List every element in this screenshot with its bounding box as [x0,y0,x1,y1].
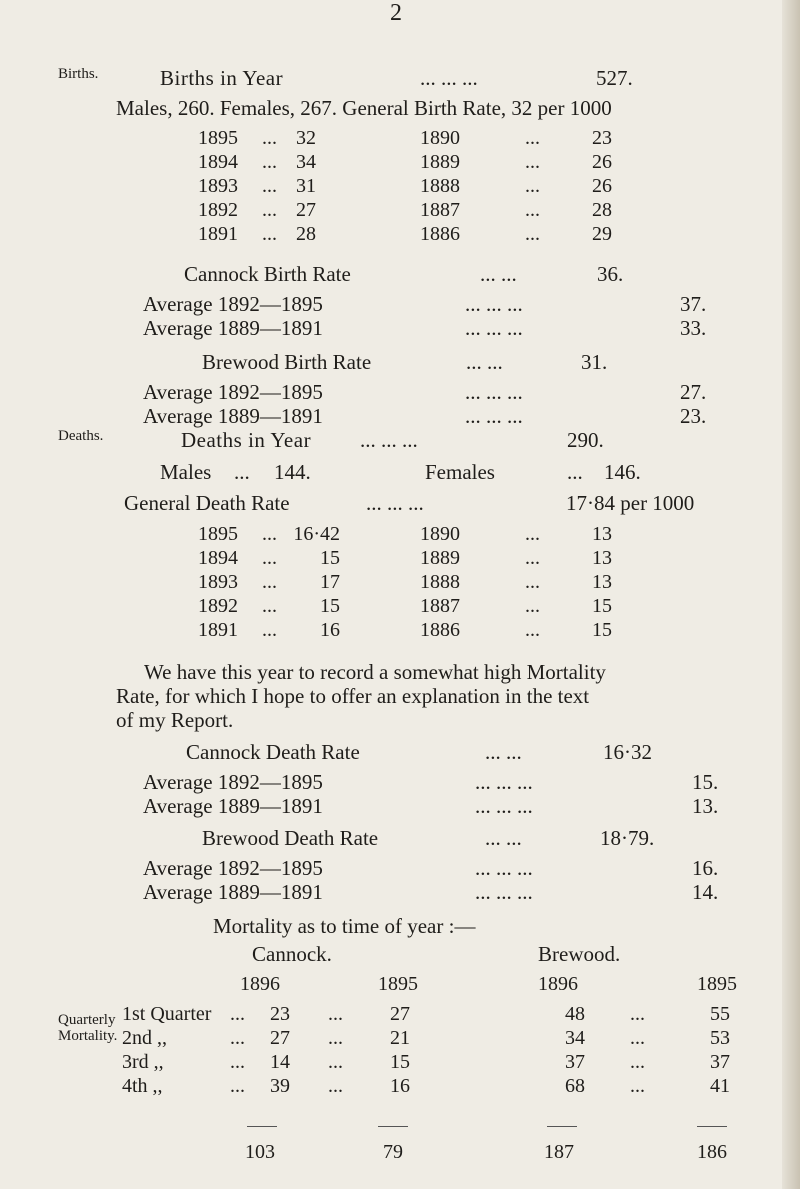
dots: ... [262,175,277,197]
dots: ... [525,151,540,173]
brewood-1896-value: 34 [565,1027,585,1049]
deaths-total: 290. [567,428,604,452]
dots: ... [525,619,540,641]
cannock-birth-rate-label: Cannock Birth Rate [184,262,351,286]
brewood-birth-avg-1-value: 27. [680,380,707,404]
table-value: 32 [296,127,316,149]
year-brewood-1895: 1895 [697,973,737,995]
dots: ... [262,619,277,641]
table-value: 13 [592,547,612,569]
table-year: 1895 [198,523,238,545]
total-rule [547,1126,577,1127]
table-year: 1886 [420,619,460,641]
births-title: Births in Year [160,66,284,90]
page-edge [782,0,800,1189]
table-value: 28 [592,199,612,221]
table-value: 26 [592,175,612,197]
dots: ... [525,127,540,149]
mortality-paragraph-line-1: We have this year to record a somewhat high Mortality [144,660,606,684]
deaths-females-label: Females [425,460,495,484]
deaths-females-value: 146. [604,460,641,484]
dots: ... [230,1051,245,1073]
dots: ... [630,1003,645,1025]
births-summary: Males, 260. Females, 267. General Birth Rate, 32 per 1000 [116,96,612,120]
cannock-death-rate-value: 16·32 [603,740,652,764]
year-cannock-1895: 1895 [378,973,418,995]
deaths-males-value: 144. [274,460,311,484]
table-value: 17 [320,571,340,593]
dots: ... [630,1027,645,1049]
dots: ... ... [466,350,503,374]
brewood-birth-avg-2-value: 23. [680,404,707,428]
cannock-1895-total: 79 [383,1141,403,1163]
cannock-1895-value: 16 [390,1075,410,1097]
total-rule [247,1126,277,1127]
table-value: 23 [592,127,612,149]
brewood-death-avg-1-value: 16. [692,856,719,880]
dots: ... [525,175,540,197]
brewood-1895-value: 41 [710,1075,730,1097]
cannock-birth-avg-2: Average 1889—1891 [143,316,323,340]
dots: ... [525,199,540,221]
table-year: 1890 [420,127,460,149]
brewood-1895-value: 37 [710,1051,730,1073]
dots: ... ... ... [475,856,533,880]
brewood-death-rate-label: Brewood Death Rate [202,826,379,850]
table-year: 1893 [198,175,238,197]
dots: ... [234,460,250,484]
table-value: 34 [296,151,316,173]
dots: ... [525,595,540,617]
quarter-label: 4th ,, [122,1075,163,1097]
births-total: 527. [596,66,633,90]
dots: ... ... ... [465,316,523,340]
mortality-paragraph-line-3: of my Report. [116,708,234,732]
dots: ... [525,523,540,545]
general-death-rate-value: 17·84 per 1000 [566,491,695,515]
total-rule [697,1126,727,1127]
dots: ... [262,199,277,221]
table-year: 1888 [420,571,460,593]
brewood-death-avg-2-value: 14. [692,880,719,904]
cannock-death-avg-2: Average 1889—1891 [143,794,323,818]
cannock-birth-rate-value: 36. [597,262,624,286]
quarter-label: 1st Quarter [122,1003,212,1025]
cannock-death-avg-1-value: 15. [692,770,719,794]
dots: ... ... ... [465,380,523,404]
table-value: 15 [592,619,612,641]
table-year: 1891 [198,619,238,641]
table-year: 1895 [198,127,238,149]
page-number: 2 [390,0,402,26]
dots: ... [230,1075,245,1097]
cannock-1895-value: 15 [390,1051,410,1073]
brewood-death-rate-value: 18·79. [600,826,655,850]
dots: ... ... ... [465,404,523,428]
quarterly-brewood-heading: Brewood. [538,942,621,966]
table-value: 13 [592,523,612,545]
table-year: 1889 [420,151,460,173]
brewood-1896-value: 37 [565,1051,585,1073]
dots: ... ... ... [475,880,533,904]
margin-note-births: Births. [58,66,99,82]
cannock-1896-value: 27 [270,1027,290,1049]
brewood-1896-value: 68 [565,1075,585,1097]
table-value: 29 [592,223,612,245]
margin-note-deaths: Deaths. [58,428,104,444]
dots: ... [262,523,277,545]
dots: ... [262,571,277,593]
dots: ... [328,1075,343,1097]
table-year: 1892 [198,595,238,617]
births-dots: ... ... ... [420,66,478,90]
dots: ... [328,1003,343,1025]
cannock-1896-value: 39 [270,1075,290,1097]
cannock-1896-value: 23 [270,1003,290,1025]
brewood-1896-total: 187 [544,1141,574,1163]
quarter-label: 3rd ,, [122,1051,164,1073]
brewood-birth-avg-1: Average 1892—1895 [143,380,323,404]
dots: ... [230,1003,245,1025]
table-value: 27 [296,199,316,221]
dots: ... [262,151,277,173]
quarterly-cannock-heading: Cannock. [252,942,332,966]
table-year: 1886 [420,223,460,245]
table-year: 1889 [420,547,460,569]
dots: ... ... ... [475,794,533,818]
brewood-1895-value: 55 [710,1003,730,1025]
total-rule [378,1126,408,1127]
table-year: 1890 [420,523,460,545]
cannock-death-avg-1: Average 1892—1895 [143,770,323,794]
table-value: 31 [296,175,316,197]
table-value: 15 [592,595,612,617]
quarter-label: 2nd ,, [122,1027,167,1049]
cannock-1895-value: 21 [390,1027,410,1049]
year-brewood-1896: 1896 [538,973,578,995]
table-value: 15 [320,547,340,569]
table-year: 1894 [198,151,238,173]
table-year: 1892 [198,199,238,221]
brewood-death-avg-1: Average 1892—1895 [143,856,323,880]
table-year: 1891 [198,223,238,245]
table-year: 1887 [420,199,460,221]
brewood-1895-total: 186 [697,1141,727,1163]
dots: ... [262,223,277,245]
dots: ... [230,1027,245,1049]
deaths-title: Deaths in Year [181,428,312,452]
table-value: 16·42 [293,523,340,545]
dots: ... [525,571,540,593]
dots: ... [630,1051,645,1073]
dots: ... ... ... [475,770,533,794]
dots: ... [328,1027,343,1049]
cannock-birth-avg-1-value: 37. [680,292,707,316]
table-value: 16 [320,619,340,641]
deaths-males-label: Males [160,460,212,484]
table-value: 15 [320,595,340,617]
quarterly-title: Mortality as to time of year :— [213,914,476,938]
dots: ... [630,1075,645,1097]
table-value: 28 [296,223,316,245]
table-year: 1894 [198,547,238,569]
dots: ... [262,595,277,617]
cannock-death-avg-2-value: 13. [692,794,719,818]
table-value: 13 [592,571,612,593]
dots: ... [328,1051,343,1073]
table-year: 1893 [198,571,238,593]
dots: ... [262,127,277,149]
dots: ... [262,547,277,569]
brewood-death-avg-2: Average 1889—1891 [143,880,323,904]
dots: ... [525,547,540,569]
year-cannock-1896: 1896 [240,973,280,995]
table-value: 26 [592,151,612,173]
dots: ... ... ... [360,428,418,452]
cannock-birth-avg-2-value: 33. [680,316,707,340]
dots: ... ... ... [465,292,523,316]
mortality-paragraph-line-2: Rate, for which I hope to offer an explanation in the text [116,684,590,708]
dots: ... ... [485,826,522,850]
brewood-1896-value: 48 [565,1003,585,1025]
cannock-1895-value: 27 [390,1003,410,1025]
margin-note-mortality: Mortality. [58,1028,118,1044]
table-year: 1888 [420,175,460,197]
table-year: 1887 [420,595,460,617]
dots: ... [525,223,540,245]
brewood-birth-rate-value: 31. [581,350,608,374]
cannock-1896-total: 103 [245,1141,275,1163]
cannock-1896-value: 14 [270,1051,290,1073]
cannock-birth-avg-1: Average 1892—1895 [143,292,323,316]
cannock-death-rate-label: Cannock Death Rate [186,740,360,764]
brewood-birth-avg-2: Average 1889—1891 [143,404,323,428]
brewood-birth-rate-label: Brewood Birth Rate [202,350,372,374]
margin-note-quarterly: Quarterly [58,1012,116,1028]
brewood-1895-value: 53 [710,1027,730,1049]
dots: ... ... ... [366,491,424,515]
dots: ... ... [480,262,517,286]
dots: ... [567,460,583,484]
general-death-rate-label: General Death Rate [124,491,290,515]
dots: ... ... [485,740,522,764]
